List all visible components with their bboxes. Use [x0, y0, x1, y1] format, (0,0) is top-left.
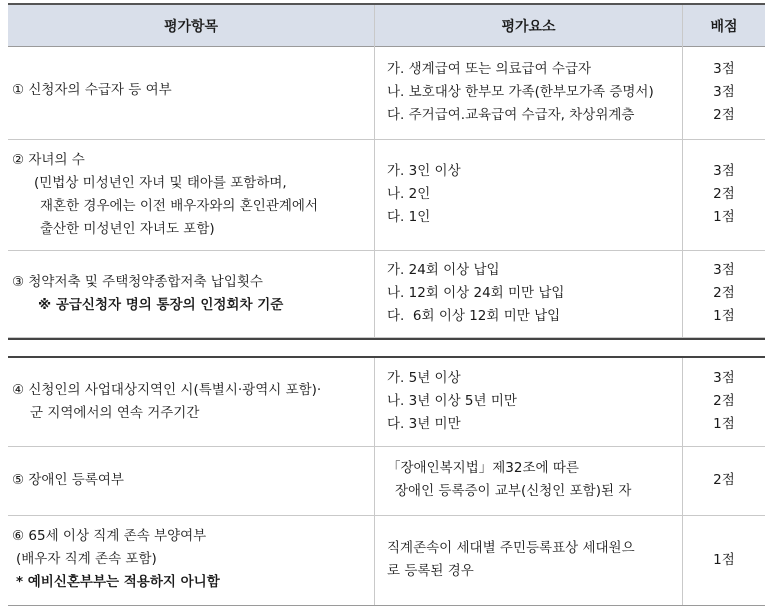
- table-row: [8, 140, 765, 251]
- evaluation-item-cell: [8, 251, 374, 337]
- item-line: (민법상 미성년인 자녀 및 태아를 포함하며,: [34, 175, 287, 191]
- score-value: 3점: [713, 370, 735, 386]
- item-line: ② 자녀의 수: [12, 152, 85, 168]
- table-row: [8, 447, 765, 516]
- score-cell: [682, 251, 765, 337]
- evaluation-element-cell: [374, 140, 682, 250]
- score-cell: [682, 140, 765, 250]
- evaluation-element-cell: [374, 447, 682, 515]
- section-divider-bottom: [8, 356, 765, 358]
- score-value: 2점: [713, 393, 735, 409]
- score-cell: [682, 46, 765, 139]
- item-line: ⑤ 장애인 등록여부: [12, 472, 124, 488]
- item-line: ③ 청약저축 및 주택청약종합저축 납입횟수: [12, 274, 263, 290]
- table-row: [8, 516, 765, 606]
- score-value: 1점: [713, 552, 735, 568]
- score-value: 3점: [713, 61, 735, 77]
- item-line: (배우자 직계 존속 포함): [16, 551, 157, 567]
- score-cell: [682, 447, 765, 515]
- score-value: 1점: [713, 308, 735, 324]
- score-value: 3점: [713, 84, 735, 100]
- score-value: 1점: [713, 416, 735, 432]
- table-row: [8, 46, 765, 140]
- table-row: [8, 358, 765, 447]
- element-line: 가. 24회 이상 납입: [387, 262, 500, 278]
- item-note-line: ※ 공급신청자 명의 통장의 인정회차 기준: [38, 297, 284, 313]
- table-header: [8, 3, 765, 47]
- evaluation-element-cell: [374, 516, 682, 605]
- item-line: 출산한 미성년인 자녀도 포함): [40, 221, 215, 237]
- item-line: ① 신청자의 수급자 등 여부: [12, 82, 172, 98]
- score-value: 1점: [713, 209, 735, 225]
- score-cell: [682, 358, 765, 446]
- element-line: 가. 5년 이상: [387, 370, 461, 386]
- element-line: 직계존속이 세대별 주민등록표상 세대원으: [387, 540, 635, 556]
- element-line: 장애인 등록증이 교부(신청인 포함)된 자: [395, 483, 632, 499]
- item-note-line: * 예비신혼부부는 적용하지 아니함: [16, 574, 220, 590]
- element-line: 나. 보호대상 한부모 가족(한부모가족 증명서): [387, 84, 654, 100]
- element-line: 「장애인복지법」제32조에 따른: [387, 460, 579, 476]
- item-line: 재혼한 경우에는 이전 배우자와의 혼인관계에서: [40, 198, 318, 214]
- element-line: 가. 3인 이상: [387, 163, 461, 179]
- evaluation-element-cell: [374, 358, 682, 446]
- header-evaluation-element: 평가요소: [374, 5, 682, 46]
- item-line: ⑥ 65세 이상 직계 존속 부양여부: [12, 528, 207, 544]
- table-row: [8, 251, 765, 338]
- score-value: 2점: [713, 186, 735, 202]
- element-line: 가. 생계급여 또는 의료급여 수급자: [387, 61, 592, 77]
- element-line: 다. 6회 이상 12회 미만 납입: [387, 308, 561, 324]
- score-value: 3점: [713, 163, 735, 179]
- section-divider-top: [8, 338, 765, 340]
- score-value: 2점: [713, 285, 735, 301]
- evaluation-element-cell: [374, 251, 682, 337]
- evaluation-item-cell: [8, 447, 374, 515]
- score-value: 2점: [713, 472, 735, 488]
- item-line: ④ 신청인의 사업대상지역인 시(특별시·광역시 포함)·: [12, 382, 322, 398]
- evaluation-item-cell: [8, 140, 374, 250]
- score-value: 3점: [713, 262, 735, 278]
- element-line: 나. 3년 이상 5년 미만: [387, 393, 517, 409]
- element-line: 나. 2인: [387, 186, 431, 202]
- evaluation-element-cell: [374, 46, 682, 139]
- element-line: 다. 1인: [387, 209, 431, 225]
- element-line: 다. 주거급여.교육급여 수급자, 차상위계층: [387, 107, 635, 123]
- header-score: 배점: [682, 5, 765, 46]
- element-line: 나. 12회 이상 24회 미만 납입: [387, 285, 565, 301]
- evaluation-item-cell: [8, 46, 374, 139]
- item-line: 군 지역에서의 연속 거주기간: [30, 405, 200, 421]
- score-cell: [682, 516, 765, 605]
- evaluation-item-cell: [8, 516, 374, 605]
- element-line: 로 등록된 경우: [387, 563, 474, 579]
- element-line: 다. 3년 미만: [387, 416, 461, 432]
- header-evaluation-item: 평가항목: [163, 18, 219, 35]
- evaluation-item-cell: [8, 358, 374, 446]
- score-value: 2점: [713, 107, 735, 123]
